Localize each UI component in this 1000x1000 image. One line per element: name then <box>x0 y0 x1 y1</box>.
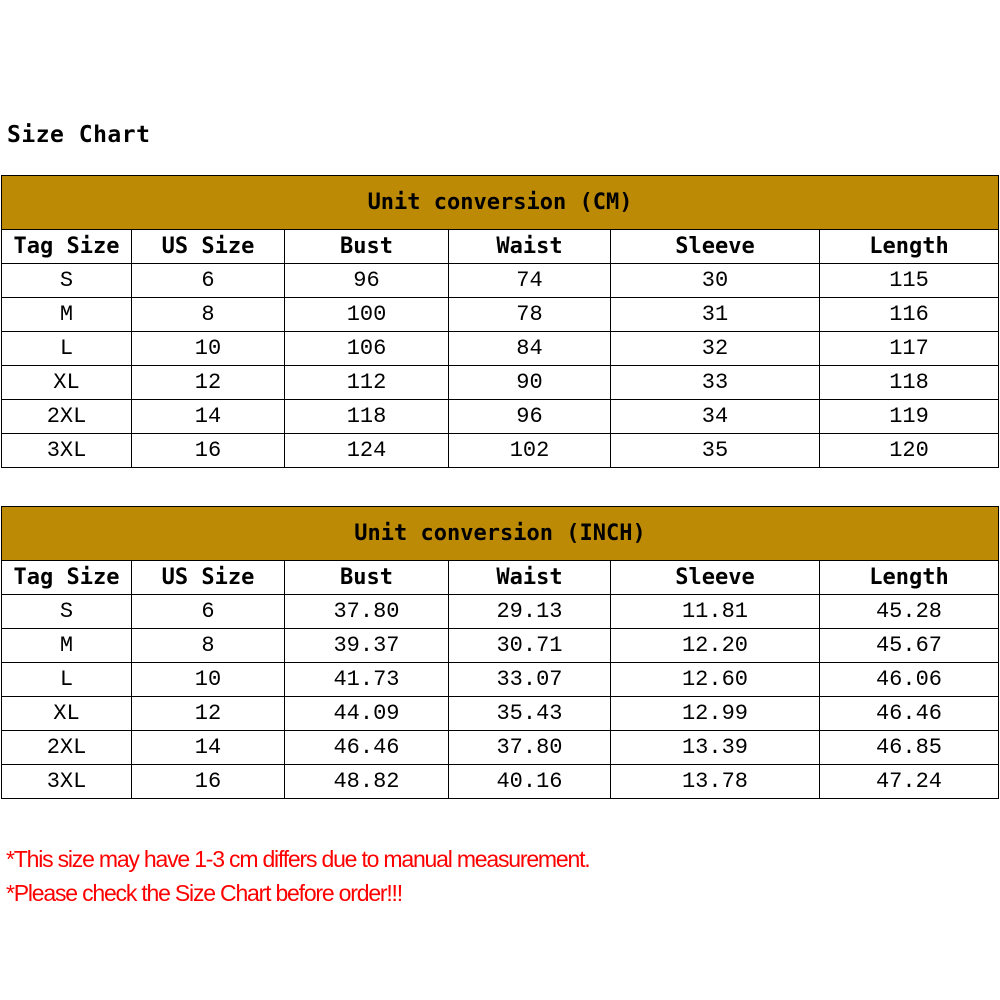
table-cell: L <box>2 332 132 366</box>
table-cell: 90 <box>449 366 611 400</box>
table-cell: 96 <box>285 264 449 298</box>
table-row <box>2 663 999 697</box>
table-cell: 117 <box>820 332 999 366</box>
table-cell: 45.67 <box>820 629 999 663</box>
table-row <box>2 264 999 298</box>
table-cell: 33 <box>611 366 820 400</box>
table-cell: 112 <box>285 366 449 400</box>
table-cell: 30.71 <box>449 629 611 663</box>
column-header-us-size: US Size <box>132 230 285 264</box>
table-cell: 74 <box>449 264 611 298</box>
table-cell: 33.07 <box>449 663 611 697</box>
table-cell: 14 <box>132 400 285 434</box>
table-cell: 41.73 <box>285 663 449 697</box>
table-cell: 2XL <box>2 731 132 765</box>
size-table-inch <box>1 506 999 799</box>
table-cell: 16 <box>132 434 285 468</box>
table-cell: 45.28 <box>820 595 999 629</box>
table-cell: 12.99 <box>611 697 820 731</box>
table-row <box>2 595 999 629</box>
table-cell: 29.13 <box>449 595 611 629</box>
table-cell: 34 <box>611 400 820 434</box>
column-header-bust: Bust <box>285 561 449 595</box>
table-caption-inch: Unit conversion (INCH) <box>2 507 999 561</box>
table-cell: XL <box>2 366 132 400</box>
table-cell: 84 <box>449 332 611 366</box>
table-header-row <box>2 561 999 595</box>
table-cell: 6 <box>132 264 285 298</box>
table-cell: 8 <box>132 629 285 663</box>
table-cell: 46.06 <box>820 663 999 697</box>
column-header-tag-size: Tag Size <box>2 230 132 264</box>
table-cell: 47.24 <box>820 765 999 799</box>
column-header-bust: Bust <box>285 230 449 264</box>
table-cell: M <box>2 298 132 332</box>
table-cell: 46.46 <box>820 697 999 731</box>
table-row <box>2 366 999 400</box>
table-cell: 46.85 <box>820 731 999 765</box>
column-header-length: Length <box>820 230 999 264</box>
table-cell: 12.20 <box>611 629 820 663</box>
column-header-us-size: US Size <box>132 561 285 595</box>
table-cell: 12 <box>132 366 285 400</box>
table-cell: 78 <box>449 298 611 332</box>
note-check-size-chart: *Please check the Size Chart before order!!! <box>6 880 402 906</box>
table-cell: 10 <box>132 663 285 697</box>
table-cell: 46.46 <box>285 731 449 765</box>
table-cell: 37.80 <box>449 731 611 765</box>
table-cell: 13.39 <box>611 731 820 765</box>
table-cell: 3XL <box>2 434 132 468</box>
table-cell: 100 <box>285 298 449 332</box>
column-header-waist: Waist <box>449 230 611 264</box>
table-cell: 14 <box>132 731 285 765</box>
table-body-inch <box>2 595 999 799</box>
table-cell: 124 <box>285 434 449 468</box>
column-header-length: Length <box>820 561 999 595</box>
table-cell: XL <box>2 697 132 731</box>
table-cell: 40.16 <box>449 765 611 799</box>
table-cell: 106 <box>285 332 449 366</box>
table-cell: 2XL <box>2 400 132 434</box>
table-cell: 12.60 <box>611 663 820 697</box>
table-cell: 48.82 <box>285 765 449 799</box>
table-row <box>2 400 999 434</box>
column-header-sleeve: Sleeve <box>611 561 820 595</box>
table-caption-cm: Unit conversion (CM) <box>2 176 999 230</box>
table-cell: 6 <box>132 595 285 629</box>
table-cell: L <box>2 663 132 697</box>
table-cell: 10 <box>132 332 285 366</box>
table-cell: 30 <box>611 264 820 298</box>
table-cell: S <box>2 595 132 629</box>
table-row <box>2 298 999 332</box>
table-cell: 119 <box>820 400 999 434</box>
table-cell: 16 <box>132 765 285 799</box>
table-cell: 96 <box>449 400 611 434</box>
page-title: Size Chart <box>7 122 151 148</box>
table-row <box>2 629 999 663</box>
table-cell: 39.37 <box>285 629 449 663</box>
table-cell: S <box>2 264 132 298</box>
table-row <box>2 731 999 765</box>
table-cell: 115 <box>820 264 999 298</box>
table-row <box>2 434 999 468</box>
note-manual-measurement: *This size may have 1-3 cm differs due to manual measurement. <box>6 846 590 872</box>
size-table-cm <box>1 175 999 468</box>
table-row <box>2 697 999 731</box>
table-cell: M <box>2 629 132 663</box>
column-header-sleeve: Sleeve <box>611 230 820 264</box>
table-cell: 11.81 <box>611 595 820 629</box>
table-cell: 12 <box>132 697 285 731</box>
table-header-row <box>2 230 999 264</box>
table-row <box>2 765 999 799</box>
table-cell: 13.78 <box>611 765 820 799</box>
table-cell: 35 <box>611 434 820 468</box>
notes <box>6 842 589 910</box>
column-header-tag-size: Tag Size <box>2 561 132 595</box>
table-cell: 118 <box>820 366 999 400</box>
column-header-waist: Waist <box>449 561 611 595</box>
table-cell: 8 <box>132 298 285 332</box>
table-cell: 35.43 <box>449 697 611 731</box>
table-cell: 31 <box>611 298 820 332</box>
table-cell: 3XL <box>2 765 132 799</box>
table-cell: 32 <box>611 332 820 366</box>
table-body-cm <box>2 264 999 468</box>
table-cell: 118 <box>285 400 449 434</box>
table-cell: 44.09 <box>285 697 449 731</box>
table-cell: 120 <box>820 434 999 468</box>
table-cell: 37.80 <box>285 595 449 629</box>
table-cell: 102 <box>449 434 611 468</box>
table-cell: 116 <box>820 298 999 332</box>
table-row <box>2 332 999 366</box>
